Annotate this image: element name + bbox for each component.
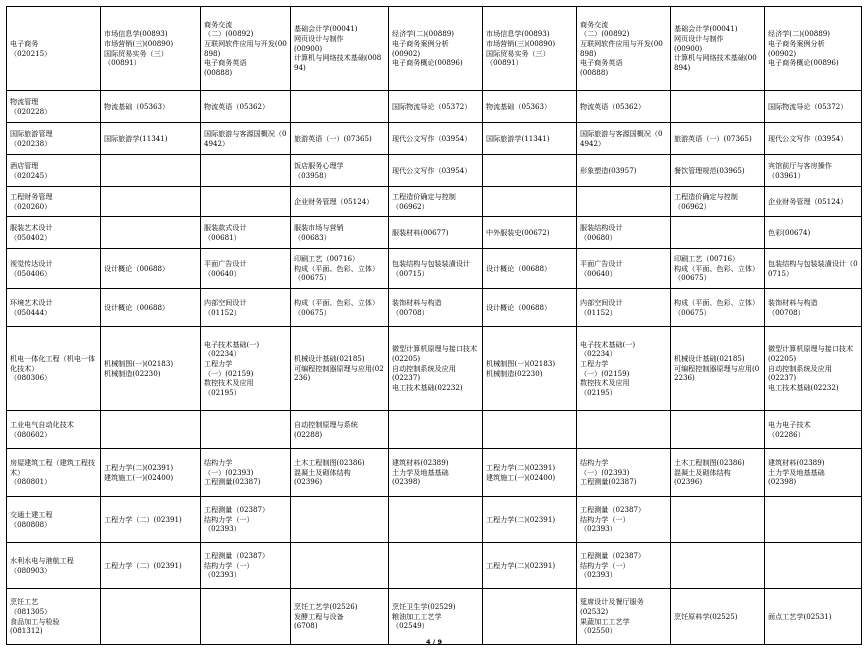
major-name-cell: 国际旅游管理 （020238）: [7, 123, 101, 155]
course-cell: [765, 543, 862, 589]
course-cell: 企业财务管理（05124）: [291, 187, 389, 217]
course-cell: 烹饪卫生学(02529) 粮油加工工艺学 （02549）: [389, 589, 483, 645]
course-cell: 工程测量（02387） 结构力学（一） （02393）: [577, 497, 671, 543]
course-cell: 电子技术基础(一) （02234） 工程力学 （一）(02159) 数控技术及应用 （02195）: [201, 327, 291, 411]
exam-schedule-table: [6, 6, 862, 645]
major-name-cell: 电子商务 （020215）: [7, 7, 101, 91]
course-cell: [101, 187, 201, 217]
course-cell: 国际旅游与客源国概况（04942）: [577, 123, 671, 155]
major-name-cell: 视觉传达设计 （050406）: [7, 249, 101, 289]
course-cell: 市场信息学(00893) 市场营销(三)(00890) 国际贸易实务（三） （00891）: [101, 7, 201, 91]
course-cell: 工程测量（02387） 结构力学（一） （02393）: [201, 497, 291, 543]
course-cell: [671, 497, 765, 543]
course-cell: 中外服装史(00672): [483, 217, 577, 249]
course-cell: 电子技术基础(一) （02234） 工程力学 （一）(02159) 数控技术及应用 （02195）: [577, 327, 671, 411]
course-cell: 机械制图(一)(02183) 机械制造(02230): [101, 327, 201, 411]
major-name-cell: 房屋建筑工程（建筑工程技术） （080801）: [7, 449, 101, 497]
course-cell: 商务交流 （二）(00892) 互联网软件应用与开发(00898) 电子商务英语 (00888): [201, 7, 291, 91]
course-cell: 工程力学（二）(02391): [101, 497, 201, 543]
course-cell: 装饰材料与构造 （00708）: [765, 289, 862, 327]
course-cell: 餐饮管理规范(03965): [671, 155, 765, 187]
course-cell: 国际旅游学(11341): [101, 123, 201, 155]
course-cell: 工程造价确定与控制 （06962）: [389, 187, 483, 217]
course-cell: 物流英语（05362）: [201, 91, 291, 123]
course-cell: 企业财务管理（05124）: [765, 187, 862, 217]
course-cell: 印刷工艺（00716） 构成（平面、色彩、立体）（00675）: [291, 249, 389, 289]
course-cell: 建筑材料(02389) 土力学及地基基础 (02398): [389, 449, 483, 497]
course-cell: 建筑材料(02389) 土力学及地基基础 (02398): [765, 449, 862, 497]
course-cell: 商务交流 （二）(00892) 互联网软件应用与开发(00898) 电子商务英语 (00888): [577, 7, 671, 91]
course-cell: 电力电子技术 （02286）: [765, 411, 862, 449]
course-cell: [201, 589, 291, 645]
course-cell: 基础会计学(00041) 网页设计与制作 (00900) 计算机与网络技术基础(00894): [291, 7, 389, 91]
course-cell: 自动控制原理与系统 (02288): [291, 411, 389, 449]
course-cell: 色彩(00674): [765, 217, 862, 249]
course-cell: 国际旅游与客源国概况（04942）: [201, 123, 291, 155]
course-cell: 工程力学(二)(02391): [483, 543, 577, 589]
course-cell: 构成（平面、色彩、立体）（00675）: [671, 289, 765, 327]
course-cell: 设计概论（00688）: [101, 289, 201, 327]
course-cell: [291, 497, 389, 543]
course-cell: 机械制图(一)(02183) 机械制造(02230): [483, 327, 577, 411]
major-name-cell: 环境艺术设计 （050444）: [7, 289, 101, 327]
course-cell: [483, 155, 577, 187]
course-cell: 工程力学(二)(02391) 建筑施工(一)(02400): [101, 449, 201, 497]
course-cell: 服装市场与营销 （00683）: [291, 217, 389, 249]
course-cell: 微型计算机原理与接口技术(02205) 自动控制系统及应用 (02237) 电工技术基础(02232): [389, 327, 483, 411]
course-cell: [389, 411, 483, 449]
table-row: [7, 411, 862, 449]
major-name-cell: 机电一体化工程（机电一体化技术） （080306）: [7, 327, 101, 411]
course-cell: 机械设计基础(02185) 可编程控制器原理与应用(02236): [291, 327, 389, 411]
course-cell: 物流英语（05362）: [577, 91, 671, 123]
course-cell: 基础会计学(00041) 网页设计与制作 (00900) 计算机与网络技术基础(00894): [671, 7, 765, 91]
course-cell: 工程测量（02387） 结构力学（一） （02393）: [577, 543, 671, 589]
course-cell: [201, 155, 291, 187]
course-cell: 经济学(二)(00889) 电子商务案例分析 (00902) 电子商务概论(00896): [389, 7, 483, 91]
course-cell: 国际物流导论（05372）: [389, 91, 483, 123]
major-name-cell: 交通土建工程 （080808）: [7, 497, 101, 543]
major-name-cell: 酒店管理 （020245）: [7, 155, 101, 187]
table-row: [7, 497, 862, 543]
course-cell: 烹饪工艺学(02526) 发酵工程与设备 (6708): [291, 589, 389, 645]
course-cell: 微型计算机原理与接口技术(02205) 自动控制系统及应用 (02237) 电工技术基础(02232): [765, 327, 862, 411]
course-cell: 现代公文写作（03954）: [389, 123, 483, 155]
table-row: [7, 187, 862, 217]
table-row: [7, 327, 862, 411]
major-name-cell: 服装艺术设计 （050402）: [7, 217, 101, 249]
course-cell: 构成（平面、色彩、立体）（00675）: [291, 289, 389, 327]
course-cell: [483, 589, 577, 645]
table-row: [7, 123, 862, 155]
course-cell: 结构力学 （一）(02393) 工程测量(02387): [201, 449, 291, 497]
course-cell: [101, 411, 201, 449]
course-cell: [291, 543, 389, 589]
course-cell: [483, 411, 577, 449]
course-cell: 设计概论（00688）: [101, 249, 201, 289]
course-cell: [483, 187, 577, 217]
course-cell: 旅游英语（一）(07365): [671, 123, 765, 155]
course-cell: [577, 187, 671, 217]
course-cell: 内部空间设计 （01152）: [201, 289, 291, 327]
course-cell: [101, 155, 201, 187]
course-cell: [101, 589, 201, 645]
course-cell: 现代公文写作（03954）: [765, 123, 862, 155]
course-cell: [201, 411, 291, 449]
course-cell: 内部空间设计 （01152）: [577, 289, 671, 327]
course-cell: 物流基础（05363）: [101, 91, 201, 123]
course-cell: [765, 497, 862, 543]
major-name-cell: 工业电气自动化技术 （080602）: [7, 411, 101, 449]
course-cell: 服装材料(00677): [389, 217, 483, 249]
course-cell: [101, 217, 201, 249]
course-cell: 机械设计基础(02185) 可编程控制器原理与应用(02236): [671, 327, 765, 411]
course-cell: [577, 411, 671, 449]
page-number: 4 / 9: [426, 638, 442, 646]
table-row: [7, 91, 862, 123]
course-cell: 形象塑造(03957): [577, 155, 671, 187]
table-row: [7, 449, 862, 497]
course-cell: 土木工程制图(02386) 混凝土及砌体结构 (02396): [671, 449, 765, 497]
course-cell: 服装款式设计 （00681）: [201, 217, 291, 249]
course-cell: 烹饪原料学(02525): [671, 589, 765, 645]
course-cell: 市场信息学(00893) 市场营销(三)(00890) 国际贸易实务（三） （00891）: [483, 7, 577, 91]
table-row: [7, 589, 862, 645]
course-cell: 平面广告设计 （00640）: [201, 249, 291, 289]
course-cell: 装饰材料与构造 （00708）: [389, 289, 483, 327]
course-cell: 土木工程制图(02386) 混凝土及砌体结构 (02396): [291, 449, 389, 497]
course-cell: 国际物流导论（05372）: [765, 91, 862, 123]
table-row: [7, 7, 862, 91]
course-cell: [201, 187, 291, 217]
course-cell: 设计概论（00688）: [483, 249, 577, 289]
course-cell: [291, 91, 389, 123]
course-cell: 国际旅游学(11341): [483, 123, 577, 155]
course-cell: [671, 543, 765, 589]
major-name-cell: 物流管理 （020228）: [7, 91, 101, 123]
course-cell: 宾馆前厅与客房操作 （03961）: [765, 155, 862, 187]
table-row: [7, 543, 862, 589]
course-cell: 工程力学（二）(02391): [101, 543, 201, 589]
course-cell: 印刷工艺（00716） 构成（平面、色彩、立体）（00675）: [671, 249, 765, 289]
course-cell: [671, 411, 765, 449]
table-row: [7, 289, 862, 327]
major-name-cell: 水利水电与港航工程 （080903）: [7, 543, 101, 589]
course-cell: 工程力学(二)(02391): [483, 497, 577, 543]
course-cell: 结构力学 （一）(02393) 工程测量(02387): [577, 449, 671, 497]
course-cell: 包装结构与包装装潢设计（00715）: [765, 249, 862, 289]
course-cell: [671, 217, 765, 249]
course-cell: 工程测量（02387） 结构力学（一） （02393）: [201, 543, 291, 589]
course-cell: 经济学(二)(00889) 电子商务案例分析 (00902) 电子商务概论(00896): [765, 7, 862, 91]
course-cell: [389, 497, 483, 543]
major-name-cell: 烹饪工艺 （081305） 食品加工与检验 (081312): [7, 589, 101, 645]
table-row: [7, 155, 862, 187]
course-cell: [671, 91, 765, 123]
course-cell: 饭店服务心理学 （03958）: [291, 155, 389, 187]
course-cell: 旅游英语（一）(07365): [291, 123, 389, 155]
major-name-cell: 工程财务管理 （020260）: [7, 187, 101, 217]
table-row: [7, 217, 862, 249]
course-cell: [389, 543, 483, 589]
course-cell: 平面广告设计 （00640）: [577, 249, 671, 289]
course-cell: 现代公文写作（03954）: [389, 155, 483, 187]
course-cell: 工程造价确定与控制 （06962）: [671, 187, 765, 217]
course-cell: 物流基础（05363）: [483, 91, 577, 123]
course-cell: 服装结构设计 （00680）: [577, 217, 671, 249]
course-cell: 面点工艺学(02531): [765, 589, 862, 645]
course-cell: 筵席设计及餐厅服务 (02532) 果蔬加工工艺学 （02550）: [577, 589, 671, 645]
course-cell: 包装结构与包装装潢设计（00715）: [389, 249, 483, 289]
table-row: [7, 249, 862, 289]
course-cell: 工程力学(二)(02391) 建筑施工(一)(02400): [483, 449, 577, 497]
course-cell: 设计概论（00688）: [483, 289, 577, 327]
